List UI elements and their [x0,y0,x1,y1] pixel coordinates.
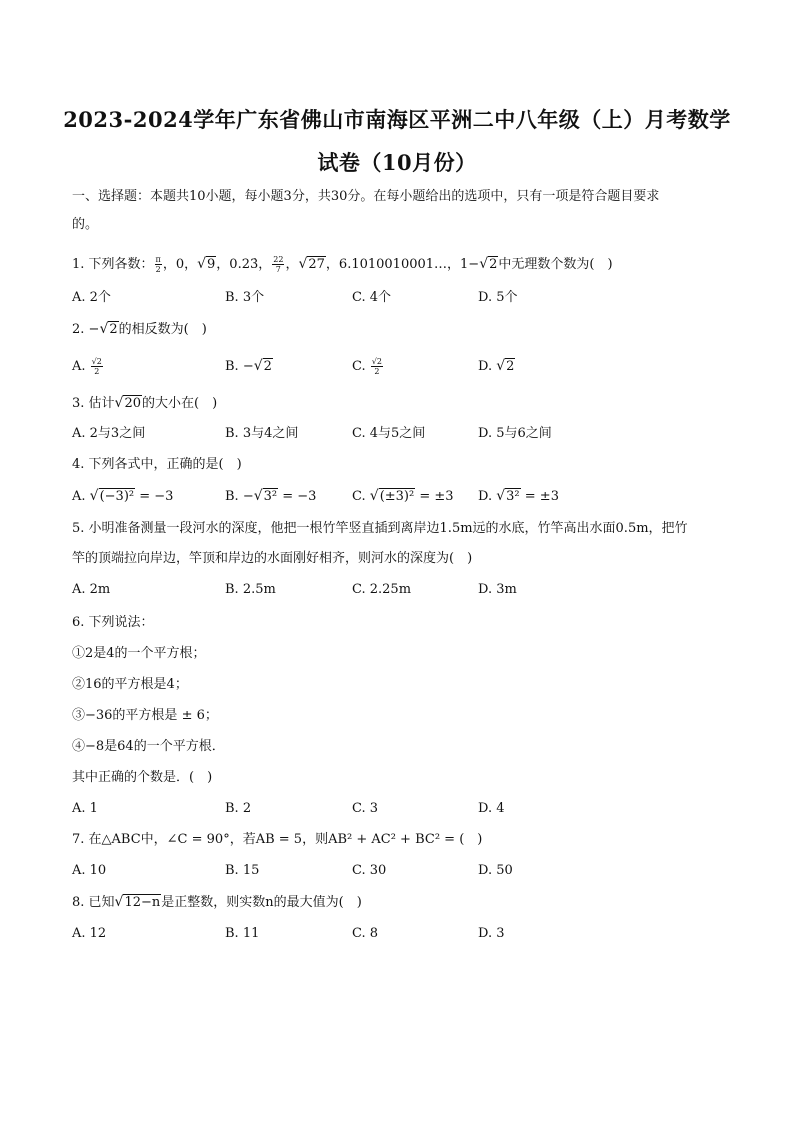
q2-options [72,357,732,375]
q5-option-b[interactable]: B. 2.5m [225,582,276,597]
q3-option-d[interactable]: D. 5与6之间 [478,426,552,441]
q4-option-b[interactable]: B. −√3² = −3 [225,488,317,504]
exam-title-line-1: 2023-2024学年广东省佛山市南海区平洲二中八年级（上）月考数学 [63,107,731,132]
q6-option-c[interactable]: C. 3 [352,801,379,816]
q3-text-b: 的大小在( ) [142,396,218,411]
q7-option-a[interactable]: A. 10 [72,863,107,878]
q8-option-c[interactable]: C. 8 [352,926,379,941]
q3-option-c[interactable]: C. 4与5之间 [352,426,426,441]
q2-option-c[interactable]: C. $\frac{√2}{2}$ [352,357,382,376]
q5-options [72,581,732,599]
q1-sqrt-9: √9 [197,256,216,272]
q1-text-d: ， [285,257,299,272]
q1-option-c[interactable]: C. 4个 [352,290,392,305]
q6-ask: 其中正确的个数是．( ) [72,770,213,785]
q1-text-f: 中无理数个数为( ) [498,257,613,272]
question-7: 7. 在△ABC中，∠C = 90°，若AB = 5，则AB² + AC² + BC² = ( ) [72,832,483,847]
q2-option-d[interactable]: D. √2 [478,358,515,374]
q1-option-d[interactable]: D. 5个 [478,290,518,305]
q5-option-c[interactable]: C. 2.25m [352,582,412,597]
q5-option-d[interactable]: D. 3m [478,582,517,597]
q2-option-b[interactable]: B. −√2 [225,358,272,374]
q2-text-b: 的相反数为( ) [118,322,207,337]
q3-option-b[interactable]: B. 3与4之间 [225,426,299,441]
question-8 [72,893,362,912]
q8-text-a: 8. 已知 [72,895,115,910]
question-5-line-2: 竿的顶端拉向岸边，竿顶和岸边的水面刚好相齐，则河水的深度为( ) [72,551,473,566]
section-heading-line-2: 的。 [72,217,99,232]
q7-option-c[interactable]: C. 30 [352,863,387,878]
q8-sqrt: √12−n [114,894,161,910]
q8-text-b: 是正整数，则实数n的最大值为( ) [161,895,362,910]
q1-options [72,289,732,307]
q6-options [72,800,732,818]
q3-options [72,425,732,443]
q4-option-d[interactable]: D. √3² = ±3 [478,488,559,504]
q1-option-a[interactable]: A. 2个 [72,290,111,305]
q1-22-over-7: $\frac{22}{7}$ [273,255,284,274]
q6-option-d[interactable]: D. 4 [478,801,505,816]
q2-option-a[interactable]: A. $\frac{√2}{2}$ [72,357,102,376]
q1-sqrt-27: √27 [298,256,325,272]
question-1 [72,255,613,274]
question-4: 4. 下列各式中，正确的是( ) [72,457,242,472]
q4-option-c[interactable]: C. √(±3)² = ±3 [352,488,454,504]
q4-options [72,487,732,505]
q1-text-c: ，0.23̇， [216,257,272,272]
q8-option-d[interactable]: D. 3 [478,926,505,941]
question-2 [72,320,207,339]
q1-text-b: ，0， [162,257,198,272]
q6-option-a[interactable]: A. 1 [72,801,98,816]
q8-option-a[interactable]: A. 12 [72,926,107,941]
q6-option-b[interactable]: B. 2 [225,801,252,816]
q7-options [72,862,732,880]
q1-sqrt-2: √2 [479,256,498,272]
q6-statement-4: ④−8是64的一个平方根． [72,739,225,754]
exam-title-line-2: 试卷（10月份） [317,150,477,175]
question-3 [72,394,217,413]
q2-sqrt-2: √2 [99,321,118,337]
q7-option-d[interactable]: D. 50 [478,863,513,878]
section-heading-line-1: 一、选择题：本题共10小题，每小题3分，共30分。在每小题给出的选项中，只有一项是符合题目要求 [72,189,660,204]
question-5-line-1: 5. 小明准备测量一段河水的深度，他把一根竹竿竖直插到离岸边1.5m远的水底，竹竿高出水面0.5m，把竹 [72,521,688,536]
q7-option-b[interactable]: B. 15 [225,863,260,878]
q6-statement-2: ②16的平方根是4； [72,677,188,692]
q4-option-a[interactable]: A. √(−3)² = −3 [72,488,174,504]
q8-options [72,925,732,943]
q1-text-e: ，6.1010010001…，1− [325,257,480,272]
q5-option-a[interactable]: A. 2m [72,582,111,597]
q1-option-b[interactable]: B. 3个 [225,290,265,305]
q6-statement-3: ③−36的平方根是 ± 6； [72,708,218,723]
q8-option-b[interactable]: B. 11 [225,926,260,941]
question-6: 6. 下列说法： [72,615,154,630]
q1-pi-over-2: $\frac{\pi}{2}$ [155,255,161,274]
q3-sqrt-20: √20 [114,395,142,411]
q2-text-a: 2. − [72,322,100,337]
q6-statement-1: ①2是4的一个平方根； [72,646,206,661]
q1-text-a: 1. 下列各数： [72,257,154,272]
q3-option-a[interactable]: A. 2与3之间 [72,426,146,441]
q3-text-a: 3. 估计 [72,396,115,411]
